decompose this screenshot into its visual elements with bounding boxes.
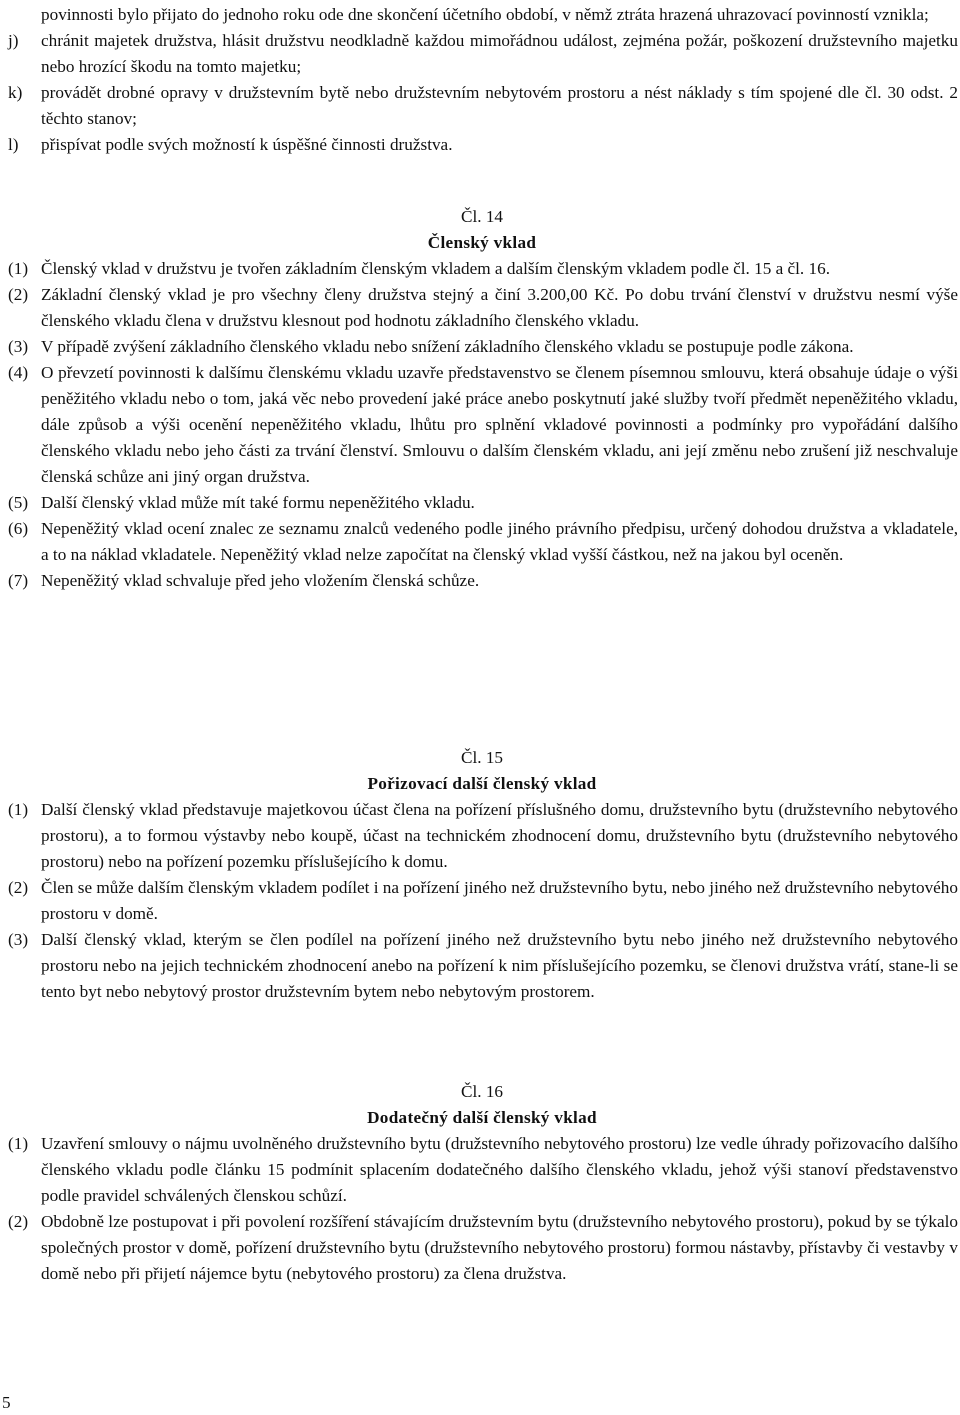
paragraph-text: Další členský vklad představuje majetkovou účast člena na pořízení příslušného domu, družstevního bytu (družstevního nebytového prostoru), a to formou výstavby nebo koupě, účast na technickém zhodnocení domu, družstevního bytu (družstevního nebytového prostoru) nebo na pořízení pozemku příslušejícího k domu. <box>41 800 958 871</box>
paragraph-text: Nepeněžitý vklad schvaluje před jeho vložením členská schůze. <box>41 571 480 590</box>
item-label: j) <box>8 31 19 50</box>
item-label: l) <box>8 135 19 154</box>
paragraph-label: (1) <box>8 259 29 278</box>
continuation-text: povinnosti bylo přijato do jednoho roku ode dne skončení účetního období, v němž ztráta hrazená uhrazovací povinností vznikla; <box>41 5 929 24</box>
paragraph <box>6 490 958 516</box>
paragraph <box>6 516 958 568</box>
paragraph-label: (3) <box>8 930 29 949</box>
paragraph-label: (1) <box>8 1134 29 1153</box>
list-item-l <box>6 132 958 158</box>
article-title: Pořizovací další členský vklad <box>367 774 597 793</box>
article-14 <box>6 204 958 594</box>
item-text: provádět drobné opravy v družstevním bytě nebo družstevním nebytovém prostoru a nést náklady s tím spojené dle čl. 30 odst. 2 těchto stanov; <box>41 83 958 128</box>
paragraph-text: O převzetí povinnosti k dalšímu členskému vkladu uzavře představenstvo se členem písemnou smlouvu, která obsahuje údaje o výši peněžitého vkladu nebo o tom, jaká věc nebo provedení jaké práce anebo poskytnutí jaké služby tvoří předmět nepeněžitého vkladu, dále způsob a výši ocenění nepeněžitého vkladu, lhůtu pro splnění vkladové povinnosti a podmínky pro vypořádání dalšího členského vkladu nebo jeho části za trvání členství. Smlouvu o dalším členském vkladu, ani její změnu nebo zrušení již neschvaluje členská schůze ani jiný organ družstva. <box>41 363 958 486</box>
paragraph-text: Člen se může dalším členským vkladem podílet i na pořízení jiného než družstevního bytu, nebo jiného než družstevního nebytového prostoru v domě. <box>41 878 958 923</box>
paragraph-text: Nepeněžitý vklad ocení znalec ze seznamu znalců vedeného podle jiného právního předpisu, určený dohodou družstva a vkladatele, a to na náklad vkladatele. Nepeněžitý vklad nelze započítat na členský vklad vyšší částkou, než na jakou byl oceněn. <box>41 519 958 564</box>
item-text: přispívat podle svých možností k úspěšné činnosti družstva. <box>41 135 453 154</box>
paragraph <box>6 1209 958 1287</box>
list-item-j <box>6 28 958 80</box>
paragraph <box>6 360 958 490</box>
paragraph-label: (7) <box>8 571 29 590</box>
paragraph-label: (1) <box>8 800 29 819</box>
paragraph-label: (5) <box>8 493 29 512</box>
paragraph <box>6 282 958 334</box>
paragraph-label: (2) <box>8 285 29 304</box>
article-number: Čl. 14 <box>460 207 504 226</box>
paragraph <box>6 256 958 282</box>
article-15 <box>6 745 958 1005</box>
paragraph <box>6 927 958 1005</box>
paragraph-text: V případě zvýšení základního členského vkladu nebo snížení základního členského vkladu se postupuje podle zákona. <box>41 337 854 356</box>
paragraph-label: (6) <box>8 519 29 538</box>
paragraph <box>6 334 958 360</box>
article-16 <box>6 1079 958 1287</box>
paragraph-text: Uzavření smlouvy o nájmu uvolněného družstevního bytu (družstevního nebytového prostoru) lze vedle úhrady pořizovacího dalšího členského vkladu podle článku 15 podmínit splacením dodatečného dalšího členského vkladu, jehož výši stanoví představenstvo podle pravidel schválených členskou schůzí. <box>41 1134 958 1205</box>
paragraph <box>6 875 958 927</box>
item-label: k) <box>8 83 23 102</box>
paragraph-label: (2) <box>8 1212 29 1231</box>
paragraph-text: Členský vklad v družstvu je tvořen základním členským vkladem a dalším členským vkladem podle čl. 15 a čl. 16. <box>41 259 831 278</box>
paragraph <box>6 797 958 875</box>
paragraph-text: Další členský vklad může mít také formu nepeněžitého vkladu. <box>41 493 475 512</box>
paragraph <box>6 1131 958 1209</box>
top-section <box>6 2 958 158</box>
article-number: Čl. 15 <box>460 748 504 767</box>
paragraph-text: Obdobně lze postupovat i při povolení rozšíření stávajícím družstevním bytu (družstevního nebytového prostoru), pokud by se týkalo společných prostor v domě, pořízení družstevního bytu (družstevního nebytového prostoru) formou nástavby, přístavby či vestavby v domě nebo při přijetí nájemce bytu (nebytového prostoru) za člena družstva. <box>41 1212 958 1283</box>
article-title: Členský vklad <box>427 233 537 252</box>
paragraph-label: (3) <box>8 337 29 356</box>
list-item-k <box>6 80 958 132</box>
article-title: Dodatečný další členský vklad <box>367 1108 597 1127</box>
paragraph-label: (4) <box>8 363 29 382</box>
item-text: chránit majetek družstva, hlásit družstvu neodkladně každou mimořádnou událost, zejména požár, poškození družstevního majetku nebo hrozící škodu na tomto majetku; <box>41 31 958 76</box>
page-number: 5 <box>2 1393 11 1412</box>
article-number: Čl. 16 <box>460 1082 504 1101</box>
paragraph-text: Základní členský vklad je pro všechny členy družstva stejný a činí 3.200,00 Kč. Po dobu trvání členství v družstvu nesmí výše členského vkladu člena v družstvu klesnout pod hodnotu základního členského vkladu. <box>41 285 958 330</box>
paragraph-label: (2) <box>8 878 29 897</box>
paragraph-text: Další členský vklad, kterým se člen podílel na pořízení jiného než družstevního bytu nebo jiného než družstevního nebytového prostoru nebo na jejich technickém zhodnocení anebo na pořízení k nim příslušejícího pozemku, se členovi družstva vrátí, stane-li se tento byt nebo nebytový prostor družstevním bytem nebo nebytovým prostorem. <box>41 930 958 1001</box>
paragraph <box>6 568 958 594</box>
